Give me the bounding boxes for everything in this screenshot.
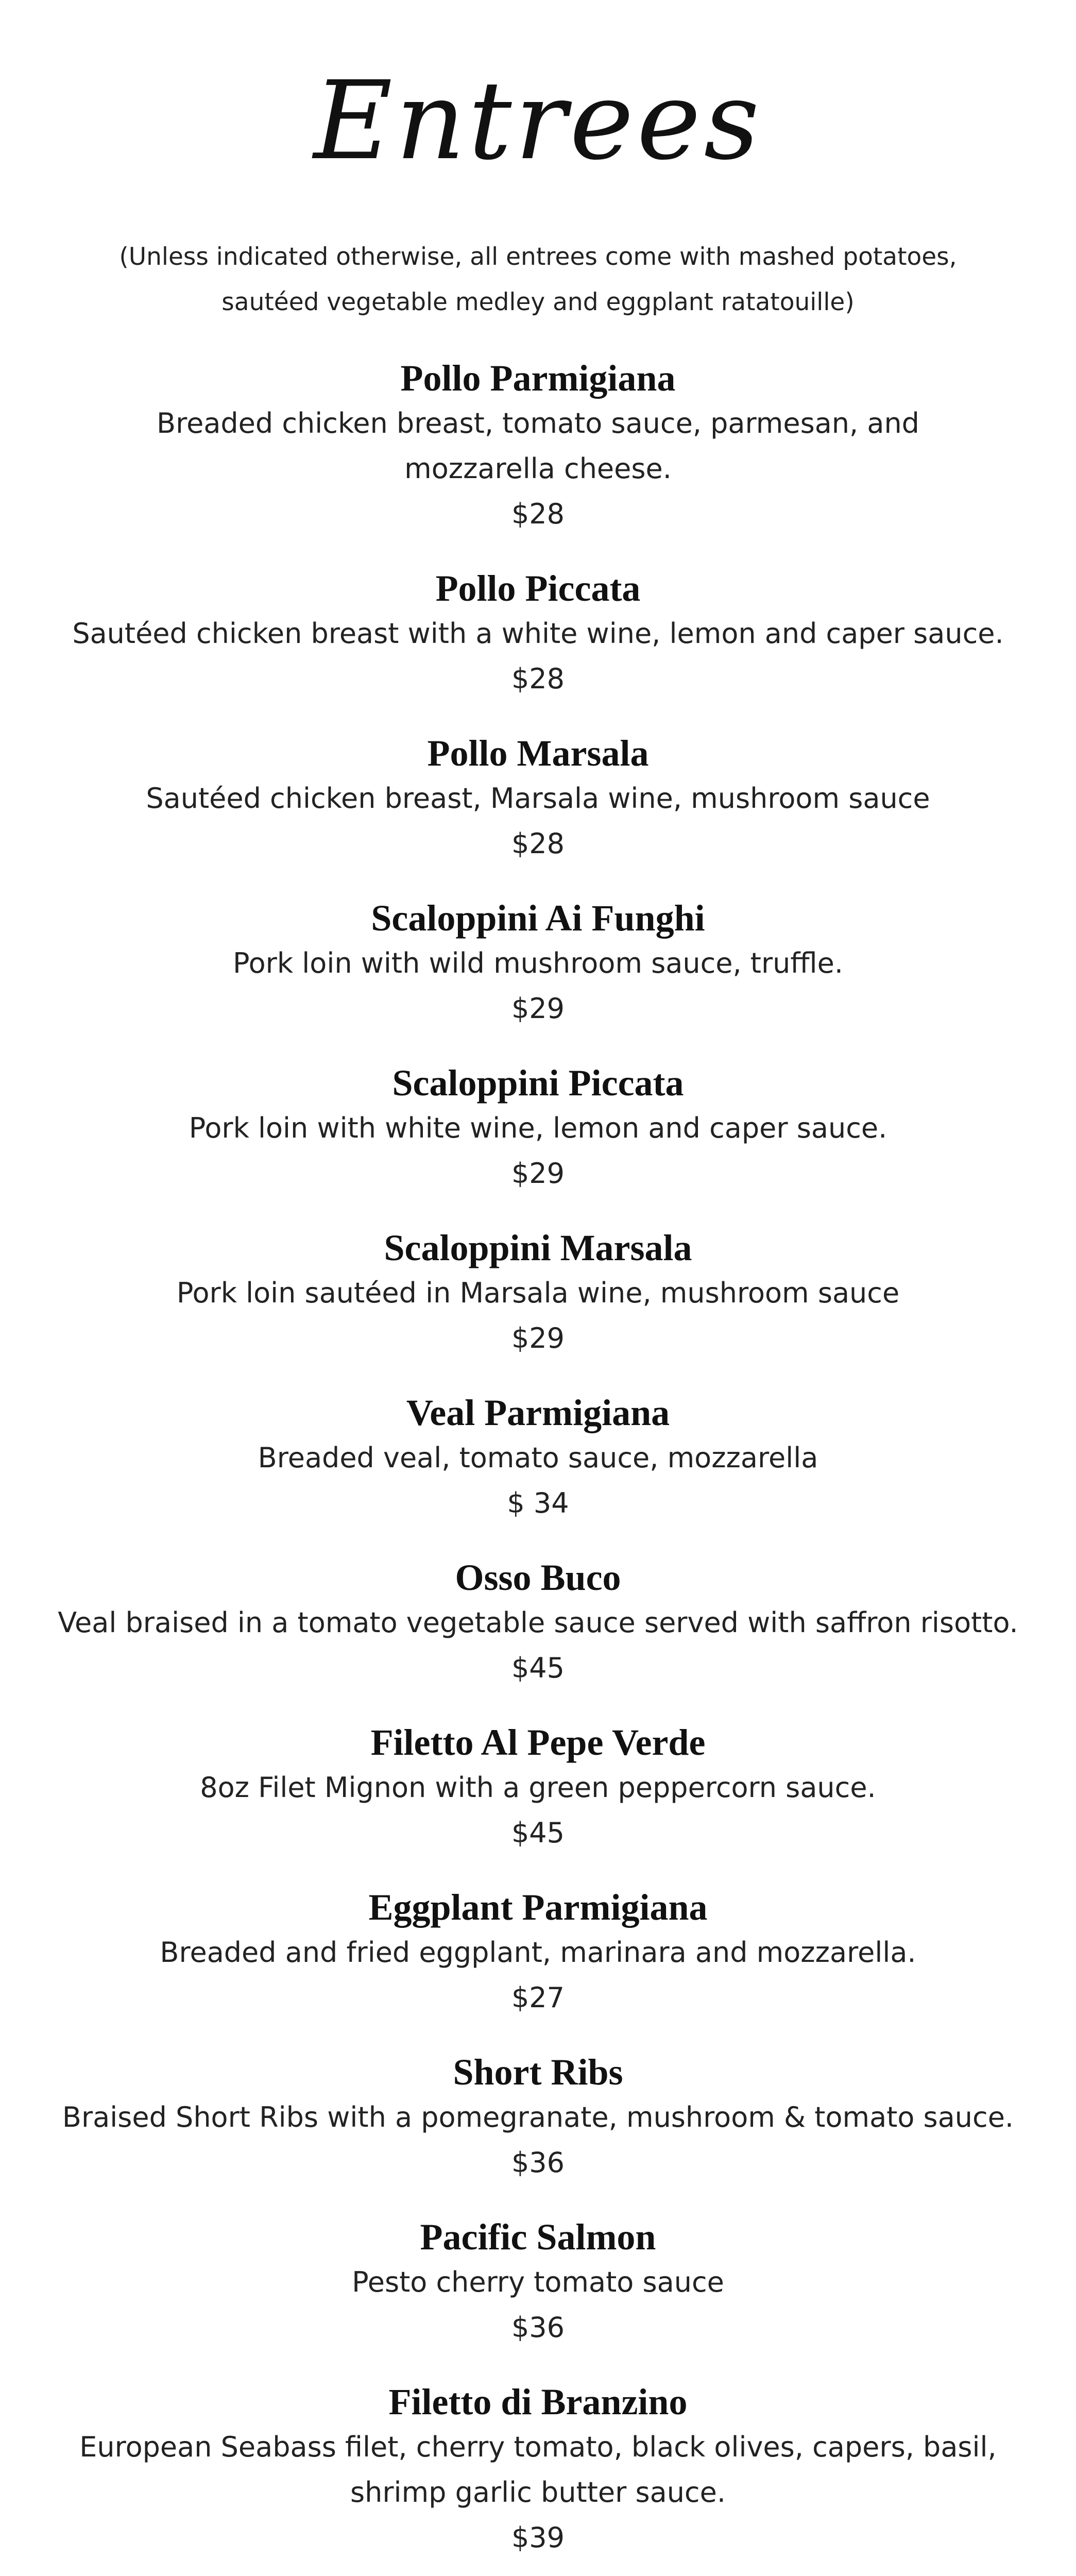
entree-item-pollo-parmigiana: [31, 355, 1045, 537]
entree-price: $28: [511, 827, 565, 860]
entree-name: Osso Buco: [455, 1557, 621, 1598]
entree-item-eggplant-parmigiana: [31, 1885, 1045, 2021]
entree-description: Pork loin sautéed in Marsala wine, mushroom sauce: [176, 1277, 900, 1309]
entree-description: Sautéed chicken breast with a white wine, lemon and caper sauce.: [72, 617, 1004, 650]
entree-list: [31, 355, 1045, 2561]
entree-price: $28: [511, 498, 565, 530]
entree-name: Scaloppini Piccata: [392, 1062, 684, 1104]
entree-name: Scaloppini Ai Funghi: [371, 897, 705, 939]
entree-item-scaloppini-marsala: [31, 1225, 1045, 1361]
menu-side-dishes-note: (Unless indicated otherwise, all entrees come with mashed potatoes, sautéed vegetable medley and eggplant ratatouille): [119, 243, 957, 316]
entree-item-veal-parmigiana: [31, 1390, 1045, 1526]
entree-item-osso-buco: [31, 1555, 1045, 1691]
entree-item-scaloppini-piccata: [31, 1060, 1045, 1196]
entree-name: Pollo Piccata: [435, 568, 641, 609]
entree-name: Veal Parmigiana: [406, 1392, 670, 1433]
entree-description: Breaded and fried eggplant, marinara and mozzarella.: [160, 1936, 916, 1969]
entree-price: $27: [511, 1981, 565, 2014]
entree-description: Veal braised in a tomato vegetable sauce served with saffron risotto.: [58, 1606, 1018, 1639]
entree-price: $29: [511, 992, 565, 1025]
entree-price: $29: [511, 1322, 565, 1354]
entree-price: $45: [511, 1652, 565, 1684]
entree-item-pacific-salmon: [31, 2214, 1045, 2350]
menu-title: Entrees: [313, 58, 763, 184]
entree-description: Pesto cherry tomato sauce: [352, 2266, 724, 2298]
entree-description: European Seabass filet, cherry tomato, black olives, capers, basil, shrimp garlic butter sauce.: [79, 2431, 997, 2509]
entree-name: Eggplant Parmigiana: [368, 1887, 708, 1928]
entree-name: Filetto di Branzino: [388, 2381, 688, 2422]
entree-description: Breaded chicken breast, tomato sauce, parmesan, and mozzarella cheese.: [157, 407, 919, 485]
entree-price: $45: [511, 1817, 565, 1849]
entree-item-short-ribs: [31, 2049, 1045, 2185]
entree-price: $29: [511, 1157, 565, 1190]
entree-item-pollo-marsala: [31, 731, 1045, 867]
entree-name: Pollo Parmigiana: [400, 358, 676, 399]
entree-item-pollo-piccata: [31, 566, 1045, 702]
entree-name: Short Ribs: [453, 2052, 623, 2093]
entree-description: Pork loin with wild mushroom sauce, truffle.: [232, 947, 844, 979]
entree-description: Braised Short Ribs with a pomegranate, mushroom & tomato sauce.: [62, 2101, 1014, 2133]
entree-price: $39: [511, 2521, 565, 2554]
entree-name: Pacific Salmon: [420, 2216, 656, 2258]
entree-name: Filetto Al Pepe Verde: [370, 1722, 706, 1763]
entree-price: $36: [511, 2146, 565, 2179]
entree-item-filetto-di-branzino: [31, 2379, 1045, 2561]
entree-price: $36: [511, 2311, 565, 2344]
entree-item-scaloppini-ai-funghi: [31, 895, 1045, 1031]
entree-name: Pollo Marsala: [427, 733, 649, 774]
entree-price: $ 34: [507, 1487, 569, 1519]
entree-description: Breaded veal, tomato sauce, mozzarella: [258, 1442, 818, 1474]
entree-price: $28: [511, 663, 565, 695]
entree-description: Sautéed chicken breast, Marsala wine, mushroom sauce: [146, 782, 930, 815]
entree-item-filetto-al-pepe-verde: [31, 1720, 1045, 1856]
entree-description: Pork loin with white wine, lemon and caper sauce.: [189, 1112, 887, 1144]
entree-name: Scaloppini Marsala: [384, 1227, 692, 1268]
entree-description: 8oz Filet Mignon with a green peppercorn sauce.: [200, 1771, 876, 1804]
